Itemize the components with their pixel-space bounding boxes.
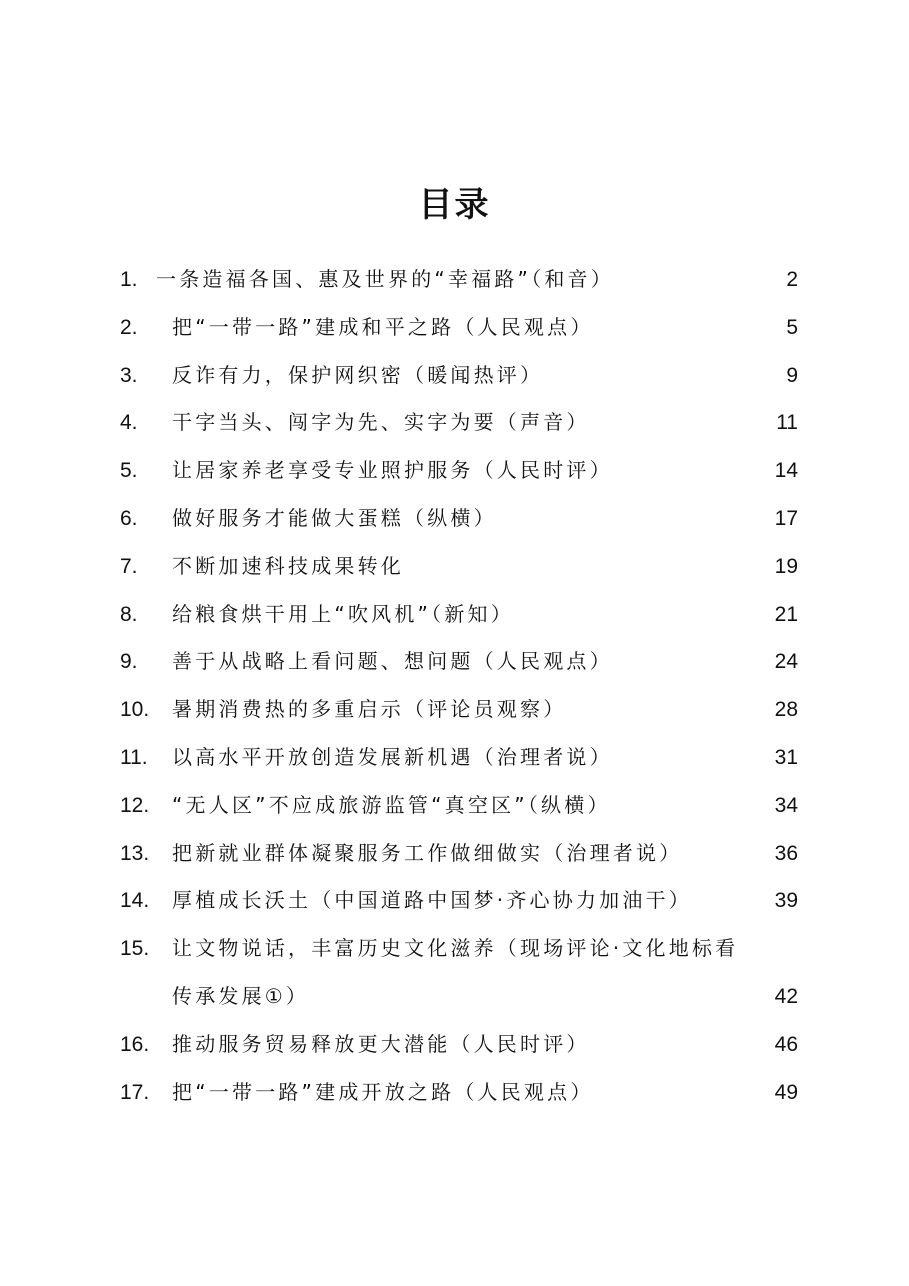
toc-entry-number: 17.: [120, 1080, 150, 1104]
toc-entry-page: 11: [776, 411, 798, 435]
dot-leader: [614, 454, 774, 480]
toc-entry-page: 9: [786, 363, 798, 387]
toc-entry-number: 9.: [120, 650, 138, 674]
toc-entry-title: 暑期消费热的多重启示（评论员观察）: [172, 697, 567, 722]
toc-entry-page: 14: [774, 459, 798, 483]
toc-entry[interactable]: [120, 734, 798, 782]
dot-leader: [515, 597, 774, 623]
dot-leader: [683, 836, 773, 862]
toc-entry-number: 3.: [120, 363, 138, 387]
toc-entry-page: 46: [774, 1032, 798, 1056]
dot-leader: [567, 693, 773, 719]
toc-list: [120, 256, 798, 1116]
toc-entry-title: 以高水平开放创造发展新机遇（治理者说）: [172, 744, 613, 769]
toc-entry-title: 反诈有力，保护网织密（暖闻热评）: [172, 362, 544, 387]
toc-entry-page: 39: [774, 889, 798, 913]
dot-leader: [595, 310, 786, 336]
toc-entry-number: 16.: [120, 1032, 150, 1056]
toc-entry-number: 12.: [120, 793, 150, 817]
dot-leader: [614, 645, 774, 671]
toc-entry-page: 17: [774, 506, 798, 530]
dot-leader: [544, 358, 785, 384]
toc-entry-page: 49: [774, 1080, 798, 1104]
dot-leader: [615, 262, 785, 288]
toc-entry[interactable]: [120, 256, 798, 304]
toc-entry-title-line1: 让文物说话，丰富历史文化滋养（现场评论·文化地标看: [172, 936, 739, 961]
toc-entry[interactable]: [120, 304, 798, 352]
toc-entry-number: 10.: [120, 698, 150, 722]
toc-entry-title: “无人区”不应成旅游监管“真空区”（纵横）: [172, 792, 611, 817]
toc-entry-page: 19: [774, 554, 798, 578]
toc-entry-title: 让居家养老享受专业照护服务（人民时评）: [172, 458, 613, 483]
dot-leader: [591, 1027, 774, 1053]
toc-entry-page: 42: [774, 984, 798, 1008]
toc-entry-page: 34: [774, 793, 798, 817]
toc-entry[interactable]: [120, 495, 798, 543]
toc-entry-page: 31: [774, 745, 798, 769]
toc-entry-number: 15.: [120, 937, 150, 961]
dot-leader: [310, 979, 774, 1005]
dot-leader: [498, 501, 774, 527]
toc-entry-page: 2: [786, 268, 798, 291]
toc-entry[interactable]: [120, 352, 798, 400]
toc-entry-number: 1.: [120, 268, 138, 291]
toc-entry-number: 5.: [120, 459, 138, 483]
toc-entry[interactable]: [120, 877, 798, 925]
toc-entry-number: 2.: [120, 315, 138, 339]
toc-entry-title: 把新就业群体凝聚服务工作做细做实（治理者说）: [172, 840, 683, 865]
toc-entry-page: 5: [786, 315, 798, 339]
toc-entry[interactable]: [120, 543, 798, 591]
toc-entry-number: 6.: [120, 506, 138, 530]
toc-entry[interactable]: [120, 925, 798, 1021]
toc-entry-title: 一条造福各国、惠及世界的“幸福路”（和音）: [156, 267, 614, 291]
toc-entry-title: 给粮食烘干用上“吹风机”（新知）: [172, 601, 514, 626]
toc-entry-number: 4.: [120, 411, 138, 435]
toc-entry-number: 11.: [120, 745, 148, 769]
toc-entry-page: 24: [774, 650, 798, 674]
dot-leader: [614, 740, 774, 766]
toc-entry[interactable]: [120, 399, 798, 447]
toc-entry-number: 7.: [120, 554, 138, 578]
toc-entry[interactable]: [120, 782, 798, 830]
dot-leader: [595, 1075, 774, 1101]
toc-entry-title: 把“一带一路”建成和平之路（人民观点）: [172, 314, 594, 339]
toc-entry[interactable]: [120, 591, 798, 639]
toc-entry-title: 做好服务才能做大蛋糕（纵横）: [172, 505, 497, 530]
toc-entry[interactable]: [120, 638, 798, 686]
toc-entry[interactable]: [120, 830, 798, 878]
dot-leader: [591, 406, 776, 432]
toc-entry-title: 干字当头、闯字为先、实字为要（声音）: [172, 410, 590, 435]
toc-entry-title: 善于从战略上看问题、想问题（人民观点）: [172, 649, 613, 674]
toc-entry[interactable]: [120, 686, 798, 734]
toc-entry-title: 不断加速科技成果转化: [172, 553, 404, 578]
toc-entry-page: 21: [774, 602, 798, 626]
toc-entry-number: 13.: [120, 841, 150, 865]
toc-title: 目录: [418, 185, 491, 225]
toc-entry-number: 8.: [120, 602, 138, 626]
dot-leader: [612, 788, 774, 814]
toc-entry-title: 厚植成长沃土（中国道路中国梦·齐心协力加油干）: [172, 888, 692, 913]
toc-entry-page: 36: [774, 841, 798, 865]
dot-leader: [405, 549, 774, 575]
toc-entry[interactable]: [120, 1069, 798, 1117]
dot-leader: [693, 884, 774, 910]
toc-entry-title: 把“一带一路”建成开放之路（人民观点）: [172, 1079, 594, 1104]
toc-entry-number: 14.: [120, 889, 150, 913]
toc-entry[interactable]: [120, 447, 798, 495]
toc-entry[interactable]: [120, 1021, 798, 1069]
toc-entry-page: 28: [774, 698, 798, 722]
toc-entry-title: 推动服务贸易释放更大潜能（人民时评）: [172, 1031, 590, 1056]
toc-entry-title-line2: 传承发展①）: [172, 983, 310, 1008]
